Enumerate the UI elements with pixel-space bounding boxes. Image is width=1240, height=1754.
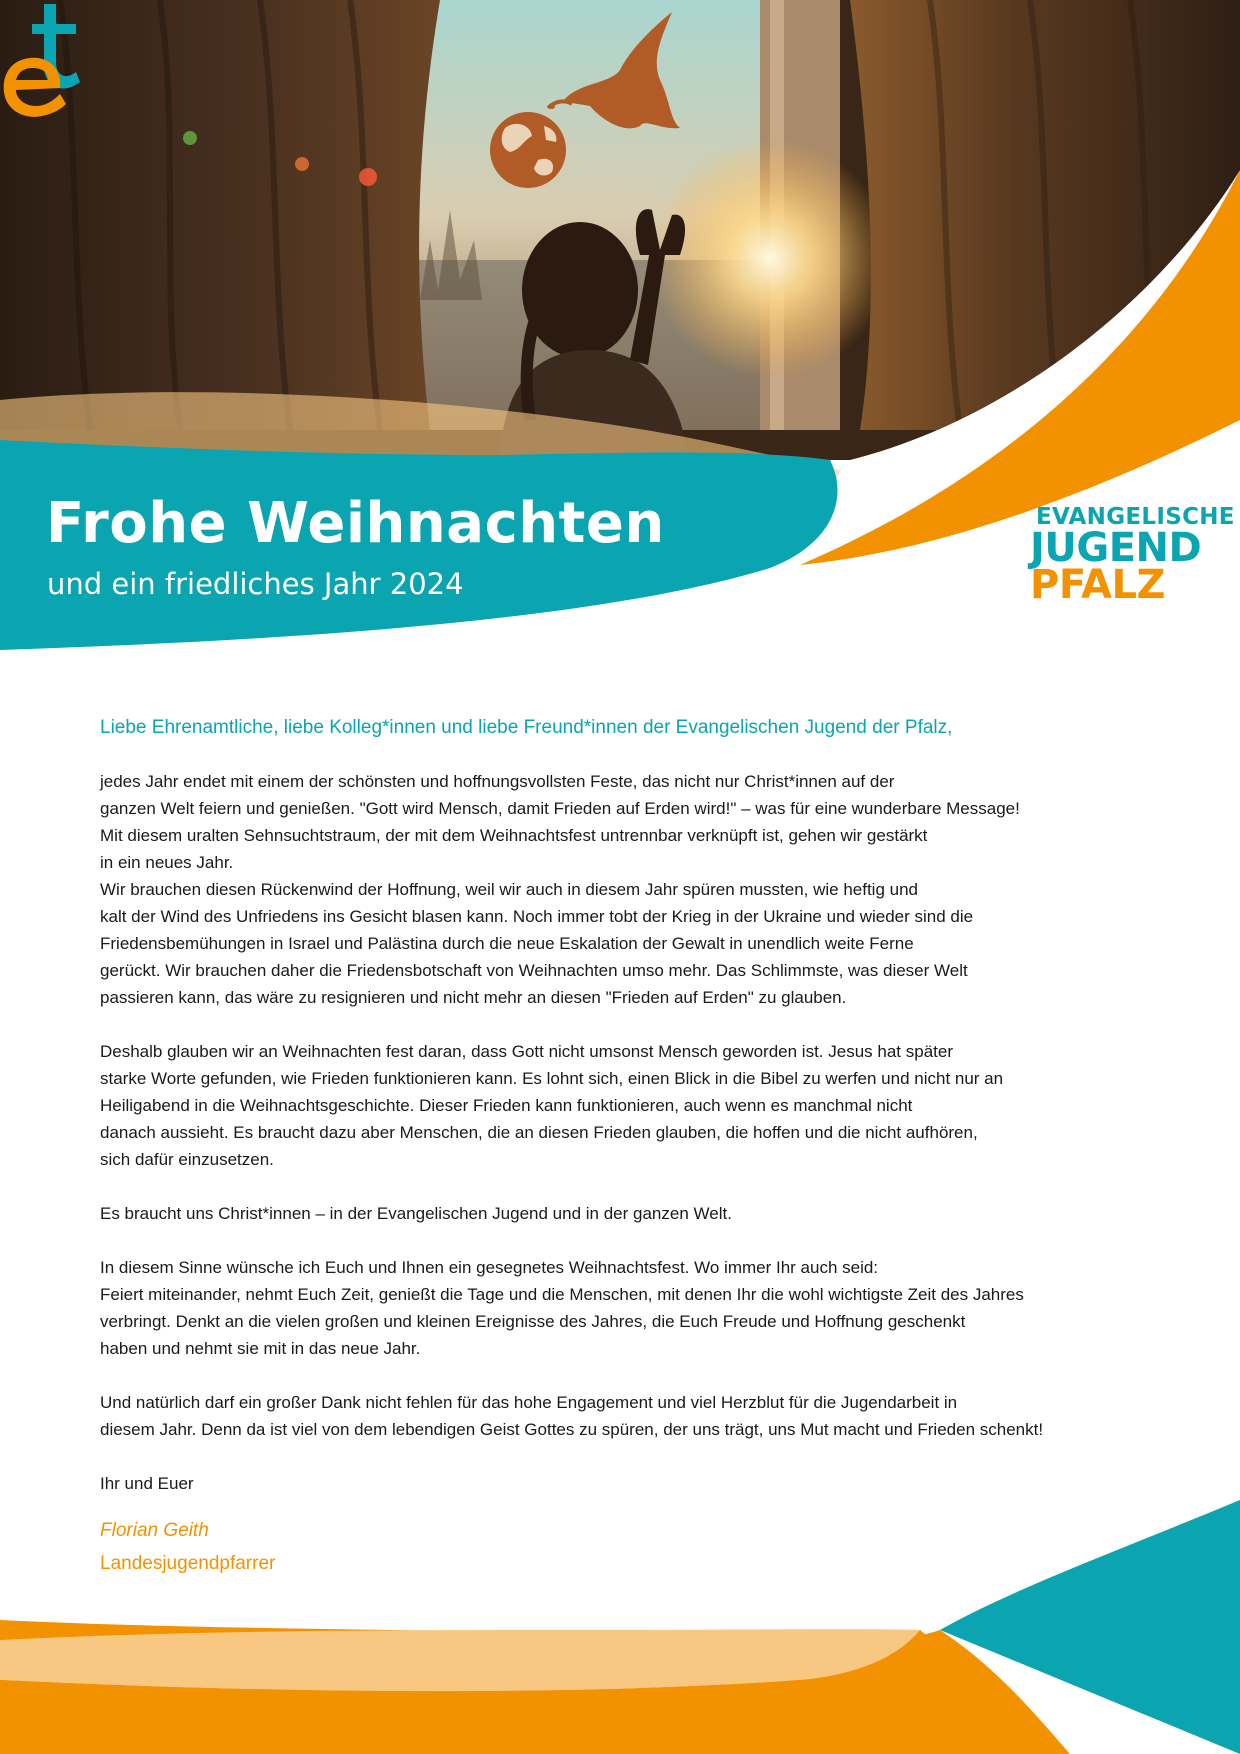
- text-line: Und natürlich darf ein großer Dank nicht fehlen für das hohe Engagement und viel Herzblut für die Jugendarbeit in: [100, 1393, 958, 1412]
- text-line: Es braucht uns Christ*innen – in der Evangelischen Jugend und in der ganzen Welt.: [100, 1204, 732, 1223]
- text-line: Friedensbemühungen in Israel und Palästina durch die neue Eskalation der Gewalt in unendlich weite Ferne: [100, 934, 914, 953]
- paragraph: [100, 1200, 1100, 1227]
- paragraph: [100, 1038, 1100, 1173]
- text-line: diesem Jahr. Denn da ist viel von dem lebendigen Geist Gottes zu spüren, der uns trägt, uns Mut macht und Frieden schenkt!: [100, 1420, 1044, 1439]
- paragraph: [100, 768, 1100, 1011]
- text-line: Feiert miteinander, nehmt Euch Zeit, genießt die Tage und die Menschen, mit denen Ihr die wohl wichtigste Zeit des Jahres: [100, 1285, 1024, 1304]
- page-title: Frohe Weihnachten: [46, 491, 665, 556]
- text-line: haben und nehmt sie mit in das neue Jahr.: [100, 1339, 421, 1358]
- text-line: Mit diesem uralten Sehnsuchtstraum, der mit dem Weihnachtsfest untrennbar verknüpft ist, gehen wir gestärkt: [100, 826, 928, 845]
- signature-name: Florian Geith: [100, 1520, 209, 1541]
- text-line: ganzen Welt feiern und genießen. "Gott wird Mensch, damit Frieden auf Erden wird!" – was für eine wunderbare Message!: [100, 799, 1020, 818]
- logo-text-pfalz: PFALZ: [1030, 562, 1165, 608]
- logo-text-evangelische: EVANGELISCHE: [1036, 504, 1235, 530]
- cross-e-logo-icon: [0, 0, 260, 122]
- text-line: In diesem Sinne wünsche ich Euch und Ihnen ein gesegnetes Weihnachtsfest. Wo immer Ihr auch seid:: [100, 1258, 879, 1277]
- signature-role: Landesjugendpfarrer: [100, 1553, 276, 1574]
- logo-text-jugend: JUGEND: [1030, 525, 1202, 571]
- letter-greeting: Liebe Ehrenamtliche, liebe Kolleg*innen und liebe Freund*innen der Evangelischen Jugend der Pfalz,: [100, 717, 953, 738]
- paragraph: [100, 1389, 1100, 1443]
- text-line: passieren kann, das wäre zu resignieren und nicht mehr an diesen "Frieden auf Erden" zu glauben.: [100, 988, 847, 1007]
- text-line: jedes Jahr endet mit einem der schönsten und hoffnungsvollsten Feste, das nicht nur Christ*innen auf der: [100, 772, 895, 791]
- text-line: gerückt. Wir brauchen daher die Friedensbotschaft von Weihnachten umso mehr. Das Schlimmste, was dieser Welt: [100, 961, 968, 980]
- page-subtitle: und ein friedliches Jahr 2024: [47, 567, 464, 601]
- globe-icon: [490, 112, 566, 188]
- text-line: sich dafür einzusetzen.: [100, 1150, 274, 1169]
- footer-waves: [0, 1480, 1240, 1754]
- text-line: Heiligabend in die Weihnachtsgeschichte. Dieser Frieden kann funktionieren, auch wenn es manchmal nicht: [100, 1096, 913, 1115]
- closing-line: Ihr und Euer: [100, 1474, 194, 1493]
- text-line: danach aussieht. Es braucht dazu aber Menschen, die an diesen Frieden glauben, die hoffen und die nicht aufhören,: [100, 1123, 978, 1142]
- text-line: Deshalb glauben wir an Weihnachten fest daran, dass Gott nicht umsonst Mensch geworden ist. Jesus hat später: [100, 1042, 953, 1061]
- letter-body: [100, 714, 1100, 1577]
- text-line: in ein neues Jahr.: [100, 853, 234, 872]
- text-line: kalt der Wind des Unfriedens ins Gesicht blasen kann. Noch immer tobt der Krieg in der Ukraine und wieder sind die: [100, 907, 974, 926]
- hero-banner: [0, 0, 1240, 660]
- text-line: verbringt. Denkt an die vielen großen und kleinen Ereignisse des Jahres, die Euch Freude und Hoffnung geschenkt: [100, 1312, 966, 1331]
- text-line: starke Worte gefunden, wie Frieden funktionieren kann. Es lohnt sich, einen Blick in die Bibel zu werfen und nicht nur an: [100, 1069, 1004, 1088]
- paragraph: [100, 1254, 1100, 1362]
- text-line: Wir brauchen diesen Rückenwind der Hoffnung, weil wir auch in diesem Jahr spüren mussten, wie heftig und: [100, 880, 919, 899]
